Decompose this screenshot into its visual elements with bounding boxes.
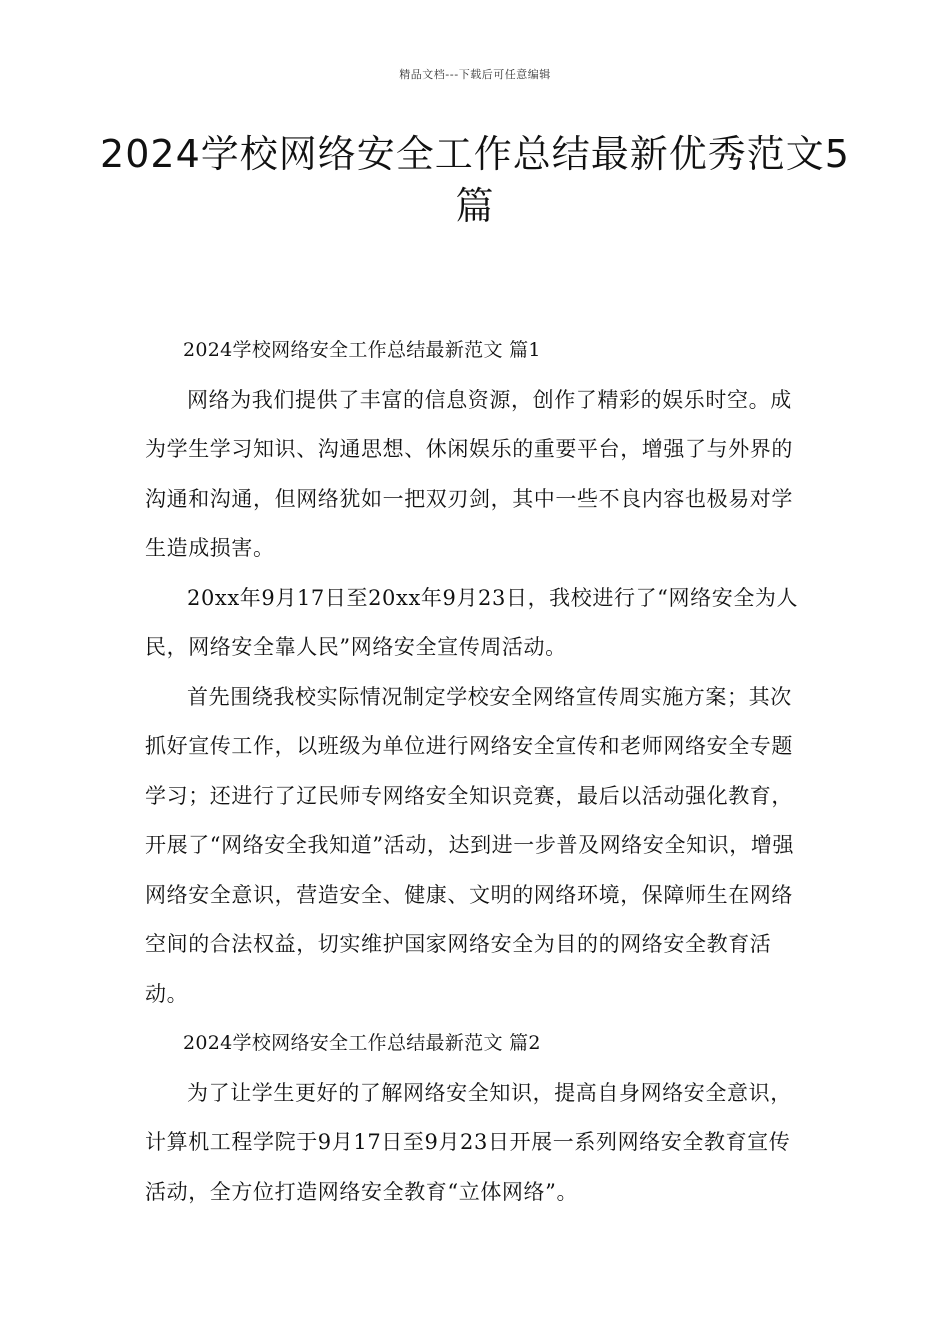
body-paragraph: 网络为我们提供了丰富的信息资源，创作了精彩的娱乐时空。成为学生学习知识、沟通思想、休闲娱乐的重要平台，增强了与外界的沟通和沟通，但网络犹如一把双刃剑，其中一些不良内容也极易对学生造成损害。 xyxy=(145,387,793,560)
section-heading-2: 2024学校网络安全工作总结最新范文 篇2 xyxy=(183,1032,541,1054)
body-paragraph: 20xx年9月17日至20xx年9月23日，我校进行了“网络安全为人民，网络安全靠人民”网络安全宣传周活动。 xyxy=(145,585,799,659)
section-heading-1: 2024学校网络安全工作总结最新范文 篇1 xyxy=(183,339,541,361)
document-title: 2024学校网络安全工作总结最新优秀范文5篇 xyxy=(100,132,850,228)
body-paragraph: 为了让学生更好的了解网络安全知识，提高自身网络安全意识，计算机工程学院于9月17日至9月23日开展一系列网络安全教育宣传活动，全方位打造网络安全教育“立体网络”。 xyxy=(145,1080,792,1204)
body-paragraph: 首先围绕我校实际情况制定学校安全网络宣传周实施方案；其次抓好宣传工作，以班级为单位进行网络安全宣传和老师网络安全专题学习；还进行了辽民师专网络安全知识竞赛，最后以活动强化教育，开展了“网络安全我知道”活动，达到进一步普及网络安全知识，增强网络安全意识，营造安全、健康、文明的网络环境，保障师生在网络空间的合法权益，切实维护国家网络安全为目的的网络安全教育活动。 xyxy=(145,684,795,1006)
header-note: 精品文档---下载后可任意编辑 xyxy=(399,68,551,81)
document-body xyxy=(145,326,805,1217)
